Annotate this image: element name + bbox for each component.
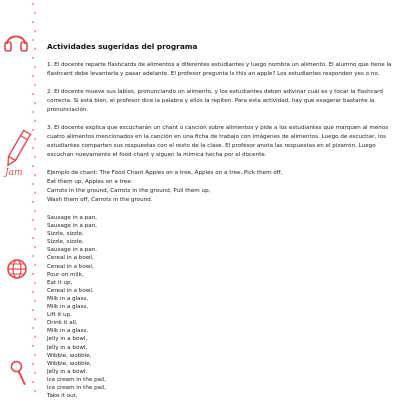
border-dot	[34, 12, 36, 14]
border-dot	[32, 21, 34, 23]
border-dot	[34, 120, 36, 122]
border-dot	[32, 39, 34, 41]
border-dot	[32, 363, 34, 365]
border-dot	[32, 345, 34, 347]
lyric-line: Jelly in a bowl,	[47, 344, 88, 351]
lyric-line: Sausage in a pan,	[47, 215, 98, 221]
text-line: Carrots in the ground, Carrots in the ground, Pull them up,	[47, 188, 211, 194]
border-dot	[34, 156, 36, 158]
border-dot	[32, 309, 34, 311]
microphone-icon	[8, 360, 30, 390]
border-dot	[34, 48, 36, 50]
border-dot	[34, 210, 36, 212]
border-dot	[32, 93, 34, 95]
border-dot	[34, 300, 36, 302]
paragraph: 1. El docente reparte flashcards de alimentos a diferentes estudiantes y luego nombra un alimento. El alumno que tiene la flashcard debe levantarla y pasar adelante. El profesor pregunta Is this an apple? Los estudiantes responden yes o no.	[47, 62, 392, 77]
decorative-sidebar	[0, 0, 38, 400]
chant-example	[47, 169, 392, 205]
dotted-border	[31, 0, 37, 400]
border-dot	[34, 336, 36, 338]
border-dot	[32, 75, 34, 77]
text-line: Wash them off, Carrots in the ground.	[47, 197, 153, 203]
paragraph: 2. El docente mueve sus labios, pronunciando un alimento, y los estudiantes deben adivinar cuál es y tocar la flashcard correcta. Si está bien, el profesor dice la palabra y ellos la repiten. Para esta actividad, hay que exagerar bastante la pronunciación.	[47, 89, 383, 113]
border-dot	[34, 354, 36, 356]
border-dot	[32, 291, 34, 293]
lyric-line: Sausage in a pan.	[47, 247, 98, 254]
lyric-line: Wibble, wobble,	[47, 360, 92, 367]
border-dot	[32, 255, 34, 257]
pencil-label: Jam	[5, 168, 23, 178]
paragraph: 3. El docente explica que escucharán un chant o canción sobre alimentos y pide a los estudiantes que marquen al menos cuatro alimentos mencionados en la canción en una ficha de trabajo con imágenes de alimentos. Luego de escuchar, los estudiantes comparten sus respuestas con el resto de la clase. El profesor anota las respuestas en el pizarrón. Luego escuchan nuevamente el food chant y siguen la mímica hecha por el docente.	[47, 125, 389, 158]
border-dot	[34, 264, 36, 266]
border-dot	[32, 57, 34, 59]
lyric-line: Milk in a glass,	[47, 295, 89, 302]
activities-document	[47, 42, 392, 400]
lyric-line: Sausage in a pan,	[47, 223, 98, 230]
border-dot	[34, 318, 36, 320]
lyric-line: Sizzle, sizzle,	[47, 231, 84, 238]
border-dot	[32, 201, 34, 203]
lyric-line: Jelly in a bowl.	[47, 368, 88, 375]
lyric-line: Milk in a glass.	[47, 328, 89, 335]
lyric-line: Ice cream in the pail,	[47, 376, 106, 383]
border-dot	[32, 327, 34, 329]
border-dot	[34, 246, 36, 248]
lyric-line: Milk in a glass,	[47, 304, 89, 311]
song-lyrics	[47, 214, 392, 400]
border-dot	[34, 372, 36, 374]
border-dot	[34, 66, 36, 68]
border-dot	[34, 192, 36, 194]
border-dot	[34, 138, 36, 140]
border-dot	[34, 282, 36, 284]
border-dot	[34, 390, 36, 392]
border-dot	[34, 102, 36, 104]
page-title: Actividades sugeridas del programa	[47, 42, 198, 51]
border-dot	[32, 3, 34, 5]
lyric-line: Cereal in a bowl,	[47, 263, 94, 270]
lyric-line: Ice cream in the pail,	[47, 384, 106, 391]
lyric-line: Cereal in a bowl,	[47, 255, 94, 262]
text-line: Ejemplo de chant: The Food Chant Apples on a tree, Apples on a tree, Pick them off,	[47, 170, 283, 176]
lyric-line: Drink it all,	[47, 320, 78, 327]
border-dot	[34, 30, 36, 32]
lyric-line: Lift it up,	[47, 312, 72, 319]
border-dot	[32, 381, 34, 383]
lyric-line: Take it out,	[47, 393, 78, 400]
border-dot	[34, 174, 36, 176]
lyric-line: Cereal in a bowl.	[47, 287, 94, 294]
globe-icon	[6, 258, 28, 280]
text-line: Eat them up, Apples on a tree.	[47, 179, 133, 185]
border-dot	[32, 237, 34, 239]
border-dot	[32, 111, 34, 113]
border-dot	[32, 273, 34, 275]
headphones-icon	[3, 28, 29, 56]
lyric-line: Pour on milk,	[47, 271, 84, 278]
border-dot	[32, 219, 34, 221]
lyric-line: Sizzle, sizzle,	[47, 239, 84, 246]
lyric-line: Eat it up,	[47, 279, 73, 286]
border-dot	[34, 228, 36, 230]
lyric-line: Wibble, wobble,	[47, 352, 92, 359]
border-dot	[34, 84, 36, 86]
lyric-line: Jelly in a bowl,	[47, 336, 88, 343]
